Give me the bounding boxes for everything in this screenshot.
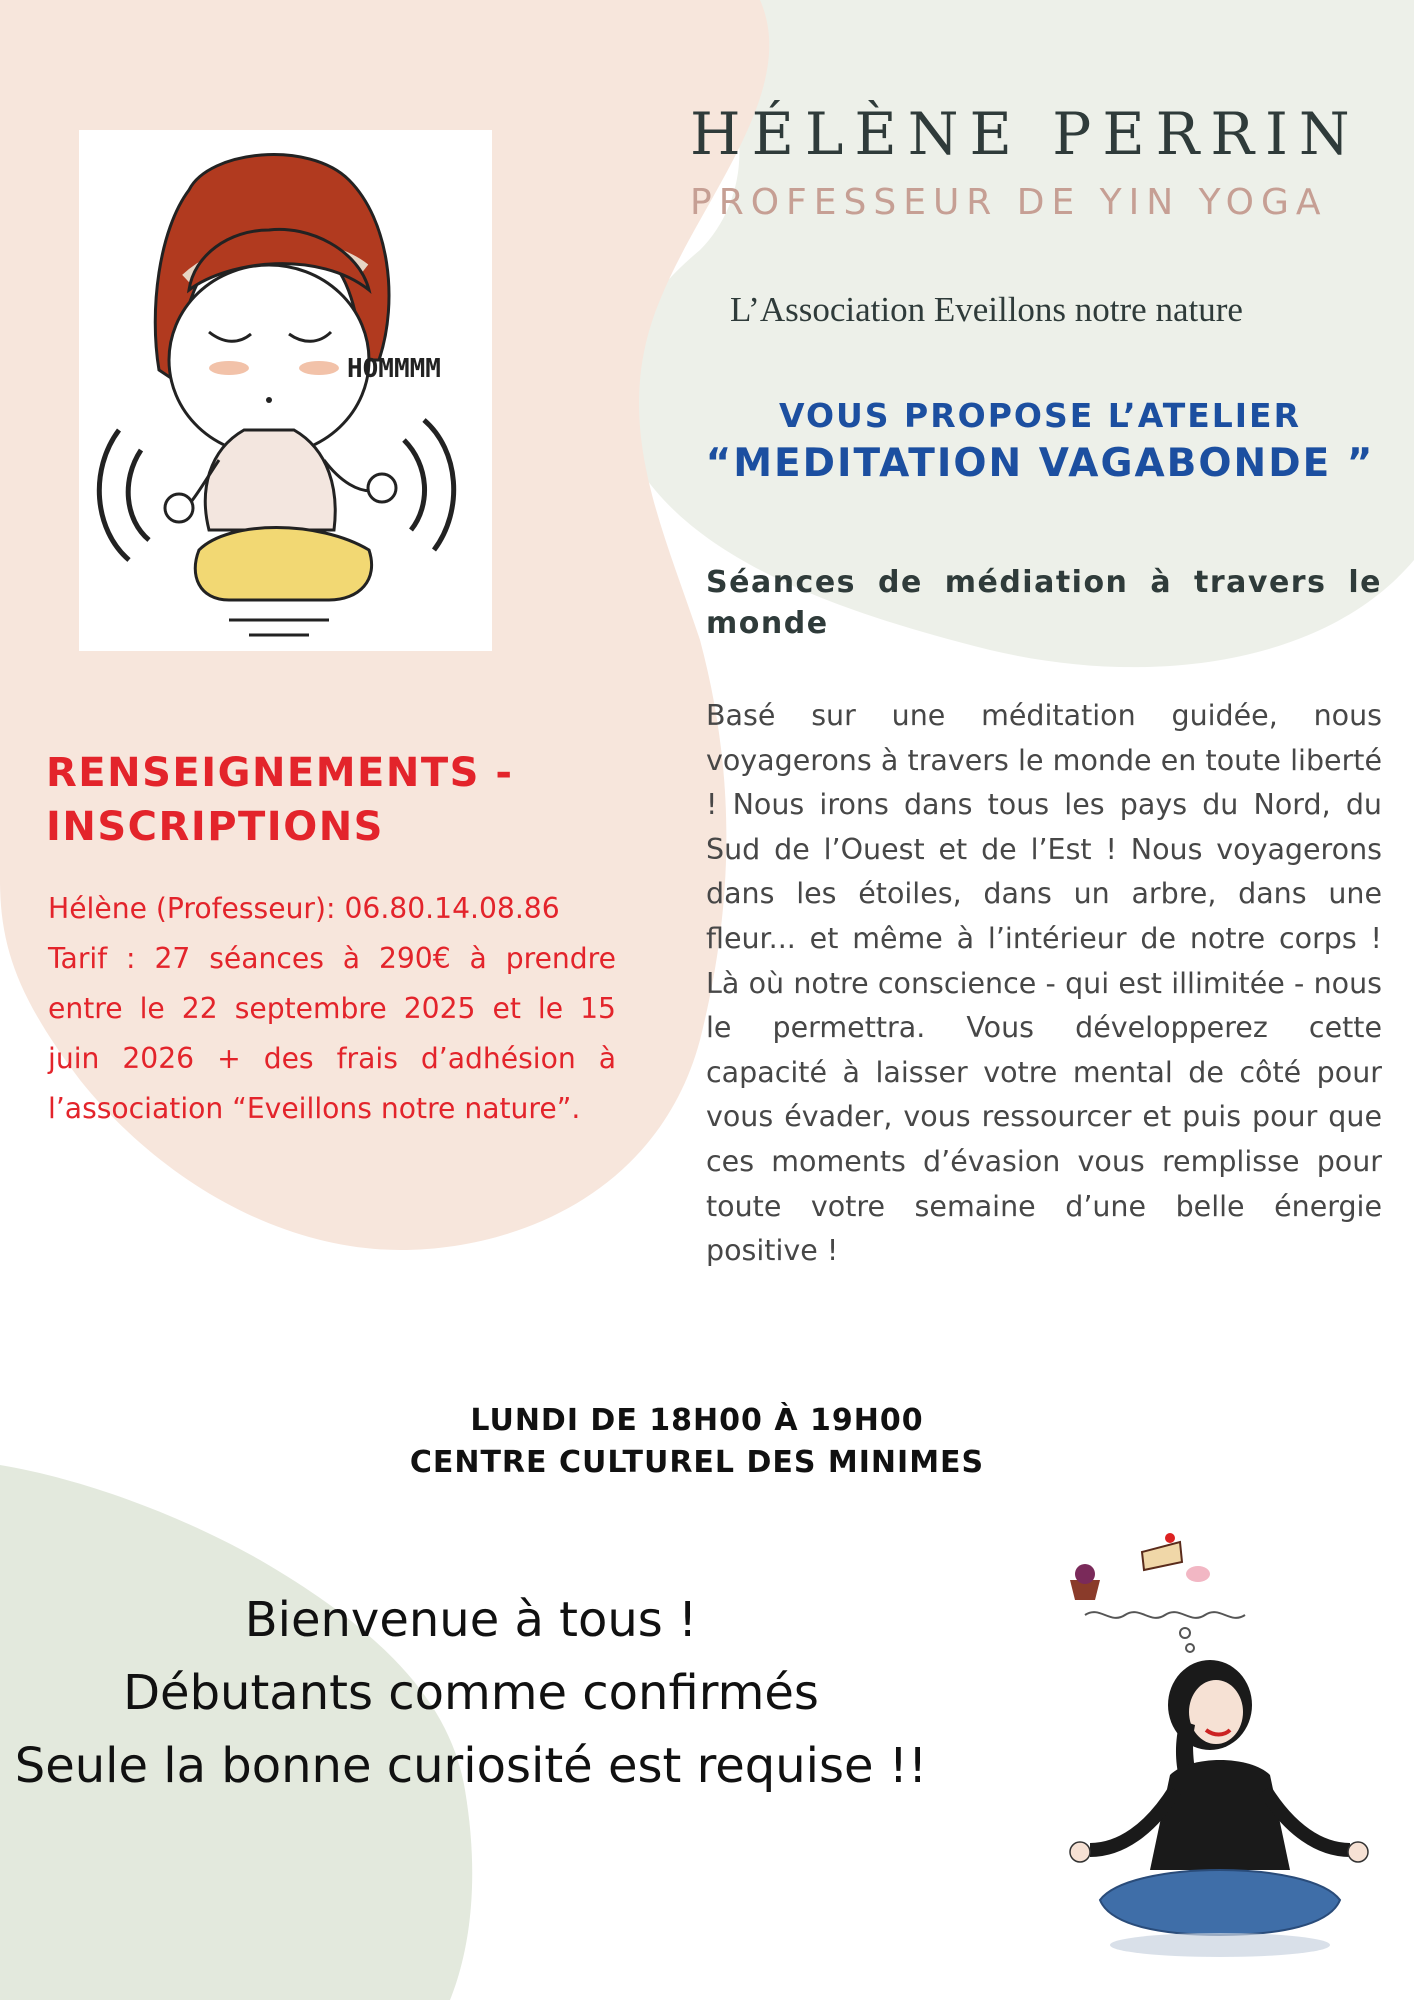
welcome-line-3: Seule la bonne curiosité est requise !! (14, 1738, 928, 1794)
dreaming-woman-image (1030, 1530, 1390, 1980)
dreaming-woman-illustration (1030, 1530, 1390, 1980)
meditating-girl-image (79, 130, 492, 651)
teacher-name: HÉLÈNE PERRIN (690, 100, 1361, 168)
atelier-line-2: “MEDITATION VAGABONDE ” (705, 441, 1375, 486)
meditating-girl-illustration (79, 130, 492, 651)
info-heading (46, 746, 513, 854)
tarif-text: Tarif : 27 séances à 290€ à prendre entre le 22 septembre 2025 et le 15 juin 2026 + des frais d’adhésion à l’association “Eveillons notre nature”. (48, 942, 616, 1125)
session-subtitle (706, 562, 1382, 644)
atelier-title (700, 396, 1380, 486)
welcome-line-1: Bienvenue à tous ! (244, 1592, 698, 1648)
welcome-line-2: Débutants comme confirmés (123, 1665, 819, 1721)
atelier-line-1: VOUS PROPOSE L’ATELIER (778, 396, 1302, 435)
description-paragraph: Basé sur une méditation guidée, nous voyagerons à travers le monde en toute liberté ! Nous irons dans tous les pays du Nord, du Sud de l’Ouest et de l’Est ! Nous voyagerons dans les étoiles, dans un arbre, dans une fleur... et même à l’intérieur de notre corps ! Là où notre conscience - qui est illimitée - nous le permettra. Vous développerez cette capacité à laisser votre mental de côté pour vous évader, vous ressourcer et puis pour que ces moments d’évasion vous remplisse pour toute votre semaine d’une belle énergie positive ! (706, 699, 1382, 1268)
teacher-role: PROFESSEUR DE YIN YOGA (690, 182, 1328, 223)
welcome-block (0, 1584, 942, 1803)
hommm-text: HOMMMM (347, 354, 441, 384)
contact-info (48, 884, 616, 1134)
subtitle-line-2: monde (706, 606, 829, 641)
schedule-time: LUNDI DE 18H00 À 19H00 (470, 1403, 924, 1438)
subtitle-line-1: Séances de médiation à travers le (706, 565, 1382, 600)
info-heading-line-1: RENSEIGNEMENTS - (46, 750, 514, 796)
contact-phone: Hélène (Professeur): 06.80.14.08.86 (48, 892, 560, 925)
schedule-place: CENTRE CULTUREL DES MINIMES (409, 1445, 985, 1480)
info-heading-line-2: INSCRIPTIONS (46, 804, 384, 850)
association-name: L’Association Eveillons notre nature (730, 290, 1243, 329)
schedule-block (0, 1400, 1394, 1484)
